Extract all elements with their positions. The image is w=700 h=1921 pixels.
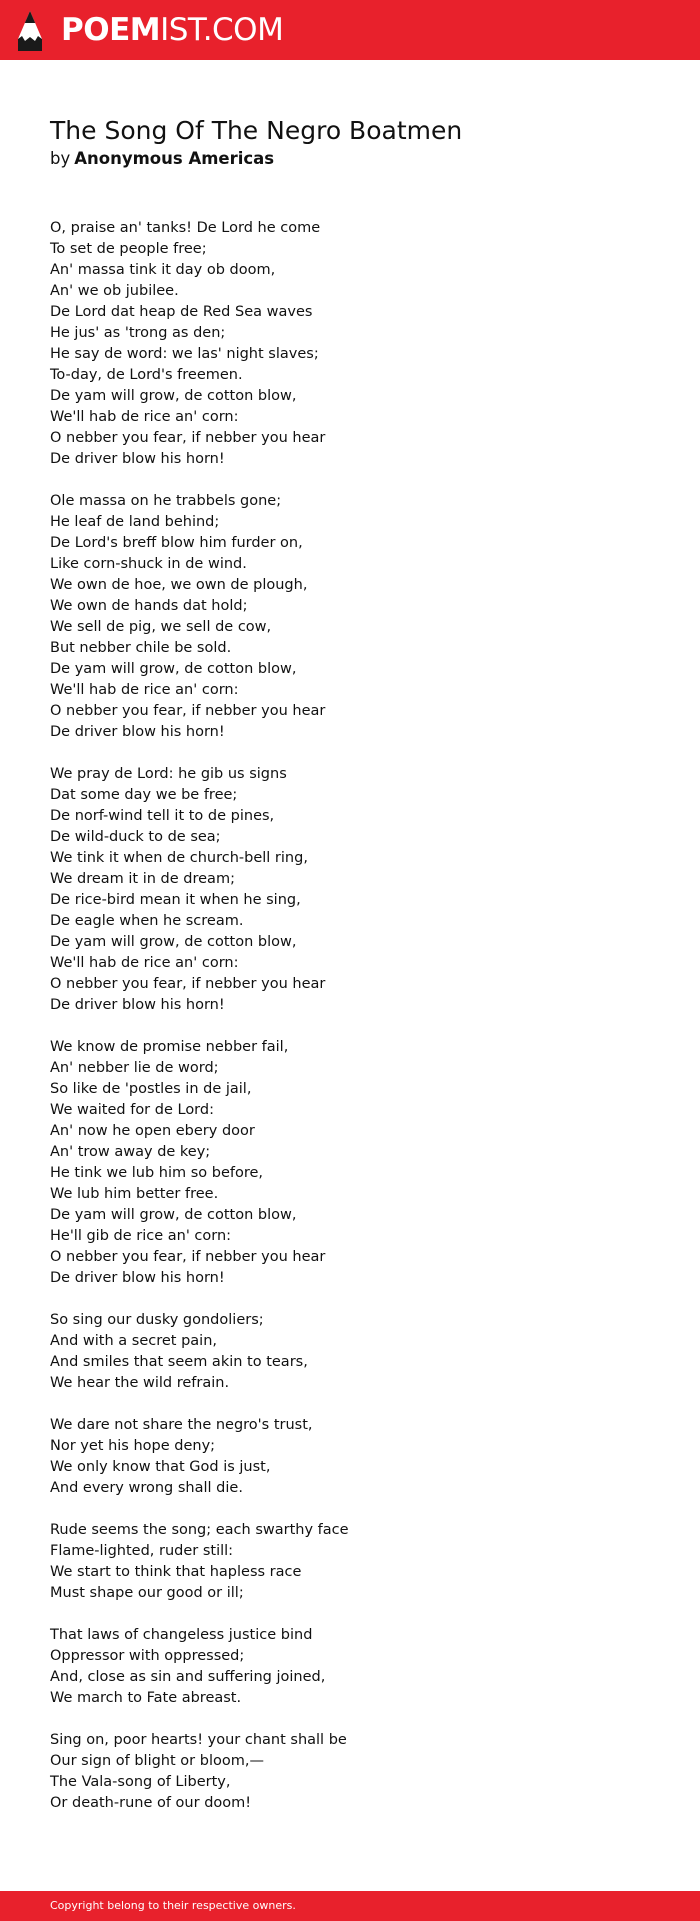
poem-line: And with a secret pain, — [50, 1333, 218, 1349]
site-footer — [0, 1891, 700, 1921]
poem-line: Our sign of blight or bloom,— — [50, 1753, 264, 1769]
poem-stanza — [50, 218, 670, 470]
poem-line: But nebber chile be sold. — [50, 640, 232, 656]
poem-line: We'll hab de rice an' corn: — [50, 682, 239, 698]
poem-line: An' trow away de key; — [50, 1144, 211, 1160]
poem-line: We own de hoe, we own de plough, — [50, 577, 308, 593]
site-logo-link[interactable] — [61, 11, 283, 49]
copyright-text: Copyright belong to their respective owners. — [50, 1899, 296, 1912]
poem-line: We own de hands dat hold; — [50, 598, 248, 614]
poem-stanza — [50, 1625, 670, 1709]
logo-text-light: IST.COM — [160, 12, 284, 48]
poem-line: Rude seems the song; each swarthy face — [50, 1522, 349, 1538]
site-header — [0, 0, 700, 60]
poem-line: We dare not share the negro's trust, — [50, 1417, 313, 1433]
poem-line: To set de people free; — [50, 241, 207, 257]
poem-line: O nebber you fear, if nebber you hear — [50, 703, 326, 719]
poem-line: De driver blow his horn! — [50, 997, 225, 1013]
poem-line: Oppressor with oppressed; — [50, 1648, 245, 1664]
poem-line: He tink we lub him so before, — [50, 1165, 264, 1181]
poem-line: De driver blow his horn! — [50, 1270, 225, 1286]
poem-stanza — [50, 1037, 670, 1289]
by-label: by — [50, 149, 71, 168]
poem-line: We'll hab de rice an' corn: — [50, 409, 239, 425]
poem-line: The Vala-song of Liberty, — [50, 1774, 231, 1790]
poem-line: He leaf de land behind; — [50, 514, 220, 530]
poem-line: That laws of changeless justice bind — [50, 1627, 313, 1643]
poem-line: We dream it in de dream; — [50, 871, 235, 887]
poem-stanza — [50, 1520, 670, 1604]
poem-line: O, praise an' tanks! De Lord he come — [50, 220, 321, 236]
poem-line: De eagle when he scream. — [50, 913, 244, 929]
poem-line: He say de word: we las' night slaves; — [50, 346, 319, 362]
author-name: Anonymous Americas — [74, 149, 275, 168]
poem-line: We start to think that hapless race — [50, 1564, 302, 1580]
poem-line: Like corn-shuck in de wind. — [50, 556, 247, 572]
poem-line: O nebber you fear, if nebber you hear — [50, 430, 326, 446]
poem-line: So like de 'postles in de jail, — [50, 1081, 252, 1097]
poem-line: De yam will grow, de cotton blow, — [50, 934, 297, 950]
poem-line: Flame-lighted, ruder still: — [50, 1543, 234, 1559]
poem-body — [50, 218, 670, 1835]
poem-line: An' we ob jubilee. — [50, 283, 179, 299]
poem-line: De norf-wind tell it to de pines, — [50, 808, 275, 824]
poem-line: He jus' as 'trong as den; — [50, 325, 226, 341]
poem-line: And smiles that seem akin to tears, — [50, 1354, 308, 1370]
poem-stanza — [50, 1730, 670, 1814]
logo-text-bold: POEM — [61, 12, 161, 48]
poem-line: We only know that God is just, — [50, 1459, 271, 1475]
poem-line: And, close as sin and suffering joined, — [50, 1669, 326, 1685]
poem-line: De rice-bird mean it when he sing, — [50, 892, 301, 908]
poem-line: De wild-duck to de sea; — [50, 829, 221, 845]
poem-line: De yam will grow, de cotton blow, — [50, 1207, 297, 1223]
poem-line: De driver blow his horn! — [50, 724, 225, 740]
poem-line: We lub him better free. — [50, 1186, 219, 1202]
poem-line: De yam will grow, de cotton blow, — [50, 388, 297, 404]
poem-line: Sing on, poor hearts! your chant shall be — [50, 1732, 347, 1748]
poem-line: And every wrong shall die. — [50, 1480, 243, 1496]
poem-stanza — [50, 1415, 670, 1499]
poem-line: So sing our dusky gondoliers; — [50, 1312, 264, 1328]
poem-line: We sell de pig, we sell de cow, — [50, 619, 272, 635]
poem-line: Dat some day we be free; — [50, 787, 238, 803]
poem-line: To-day, de Lord's freemen. — [50, 367, 243, 383]
poem-line: An' nebber lie de word; — [50, 1060, 219, 1076]
poem-line: We waited for de Lord: — [50, 1102, 214, 1118]
poem-line: We'll hab de rice an' corn: — [50, 955, 239, 971]
poem-line: De yam will grow, de cotton blow, — [50, 661, 297, 677]
poem-line: We know de promise nebber fail, — [50, 1039, 289, 1055]
poem-line: Or death-rune of our doom! — [50, 1795, 252, 1811]
poem-line: An' massa tink it day ob doom, — [50, 262, 276, 278]
poem-stanza — [50, 1310, 670, 1394]
poem-line: O nebber you fear, if nebber you hear — [50, 976, 326, 992]
poem-line: He'll gib de rice an' corn: — [50, 1228, 232, 1244]
poem-line: Ole massa on he trabbels gone; — [50, 493, 282, 509]
poem-line: O nebber you fear, if nebber you hear — [50, 1249, 326, 1265]
poem-line: We march to Fate abreast. — [50, 1690, 242, 1706]
poem-title: The Song Of The Negro Boatmen — [50, 116, 463, 145]
poem-line: We pray de Lord: he gib us signs — [50, 766, 287, 782]
poem-stanza — [50, 491, 670, 743]
poem-line: Nor yet his hope deny; — [50, 1438, 216, 1454]
poem-line: An' now he open ebery door — [50, 1123, 255, 1139]
poem-line: De Lord's breff blow him furder on, — [50, 535, 303, 551]
poem-line: De driver blow his horn! — [50, 451, 225, 467]
poem-line: De Lord dat heap de Red Sea waves — [50, 304, 313, 320]
poem-stanza — [50, 764, 670, 1016]
poem-line: We tink it when de church-bell ring, — [50, 850, 308, 866]
pencil-tip-icon[interactable] — [16, 11, 44, 51]
poem-line: Must shape our good or ill; — [50, 1585, 244, 1601]
poem-line: We hear the wild refrain. — [50, 1375, 230, 1391]
poem-byline — [50, 147, 274, 171]
